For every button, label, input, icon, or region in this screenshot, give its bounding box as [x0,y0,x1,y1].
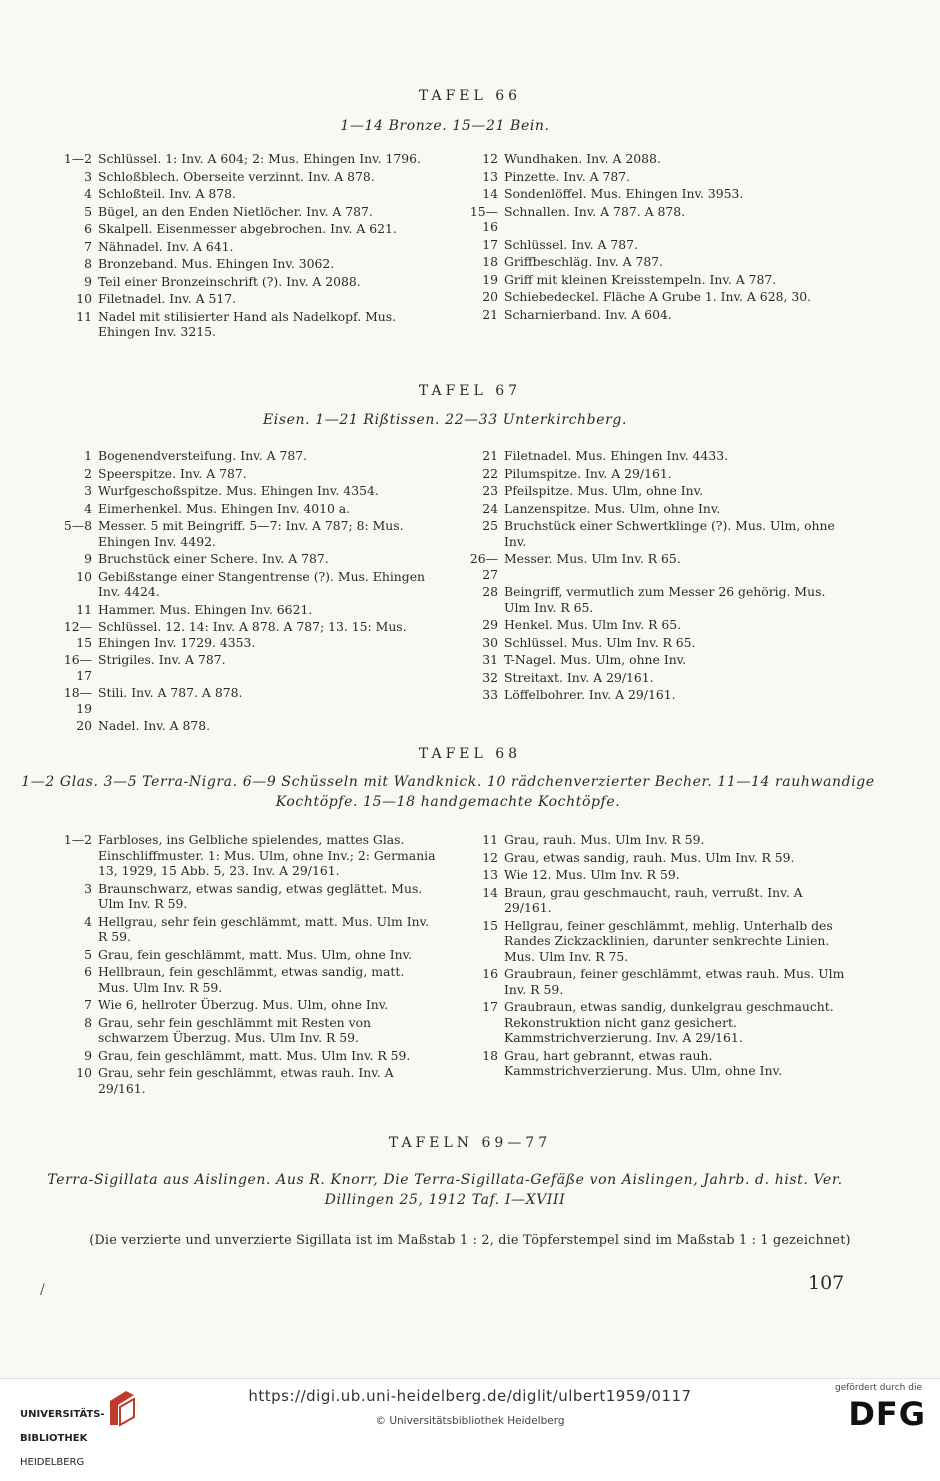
catalog-entry [56,602,436,618]
entry-number: 10 [76,1065,92,1080]
entry-text: Wundhaken. Inv. A 2088. [504,151,661,166]
entry-number: 9 [84,1047,92,1063]
entry-number: 32 [482,669,498,685]
entry-number: 2 [84,465,92,481]
entry-text: Hammer. Mus. Ehingen Inv. 6621. [98,601,313,617]
entry-text: Lanzenspitze. Mus. Ulm, ohne Inv. [504,500,721,516]
copyright-notice: © Universitätsbibliothek Heidelberg [375,1415,565,1427]
entry-text: Schlüssel. Inv. A 787. [504,236,638,252]
entry-number: 11 [76,601,92,617]
entry-number: 20 [76,718,92,733]
permalink-url[interactable]: https://digi.ub.uni-heidelberg.de/diglit/ulbert1959/0117 [248,1387,692,1405]
entry-text: Filetnadel. Mus. Ehingen Inv. 4433. [504,448,729,463]
entry-number: 1 [84,448,92,463]
tafel-66-left-list [56,151,436,342]
entry-number: 23 [482,483,498,498]
entry-text: Braunschwarz, etwas sandig, etwas geglättet. Mus. Ulm Inv. R 59. [98,880,423,911]
entry-text: Grau, etwas sandig, rauh. Mus. Ulm Inv. R 59. [504,849,795,865]
tafel-67-heading: TAFEL 67 [418,383,522,399]
entry-number: 12 [482,151,498,166]
catalog-entry [56,169,436,185]
catalog-entry [56,186,436,202]
tafel-67-subtitle: Eisen. 1—21 Rißtissen. 22—33 Unterkirchberg. [262,412,628,428]
entry-text: Grau, rauh. Mus. Ulm Inv. R 59. [504,832,705,847]
entry-number: 12—15 [63,619,92,650]
catalog-entry [56,221,436,237]
entry-number: 10 [76,568,92,584]
catalog-entry [56,204,436,220]
catalog-entry [56,239,436,255]
library-name [20,1397,105,1481]
entry-number: 3 [84,483,92,498]
entry-text: Streitaxt. Inv. A 29/161. [504,669,654,685]
entry-text: Nadel mit stilisierter Hand als Nadelkopf. Mus. Ehingen Inv. 3215. [98,308,397,339]
entry-text: Pinzette. Inv. A 787. [504,168,631,184]
entry-text: Grau, sehr fein geschlämmt, etwas rauh. Inv. A 29/161. [98,1065,394,1096]
entry-number: 14 [482,186,498,201]
entry-text: Stili. Inv. A 787. A 878. [98,685,243,700]
entry-number: 13 [482,168,498,184]
entry-number: 17 [482,236,498,252]
entry-text: Nadel. Inv. A 878. [98,718,211,733]
entry-number: 7 [84,238,92,254]
catalog-entry [462,518,852,549]
entry-text: Hellgrau, sehr fein geschlämmt, matt. Mus. Ulm Inv. R 59. [98,913,430,944]
catalog-entry [56,1048,436,1064]
entry-number: 1—2 [63,151,92,166]
tafel-68-heading: TAFEL 68 [418,746,522,762]
funded-label: gefördert durch die [835,1383,922,1393]
entry-number: 18 [482,1047,498,1063]
entry-number: 17 [482,999,498,1014]
entry-text: Wie 6, hellroter Überzug. Mus. Ulm, ohne Inv. [98,997,389,1012]
catalog-entry [56,448,436,464]
entry-text: Wie 12. Mus. Ulm Inv. R 59. [504,867,680,882]
entry-text: Beingriff, vermutlich zum Messer 26 gehörig. Mus. Ulm Inv. R 65. [504,584,826,615]
entry-number: 24 [482,500,498,516]
catalog-entry [56,291,436,307]
entry-number: 29 [482,617,498,632]
tafeln-69-77-heading: TAFELN 69—77 [388,1135,552,1151]
catalog-entry [462,966,852,997]
catalog-entry [462,999,852,1046]
tafel-66-heading: TAFEL 66 [418,88,522,104]
entry-text: Nähnadel. Inv. A 641. [98,238,234,254]
entry-number: 9 [84,273,92,289]
catalog-entry [462,687,852,703]
entry-number: 8 [84,1014,92,1030]
catalog-entry [56,964,436,995]
entry-text: Schloßteil. Inv. A 878. [98,186,236,201]
entry-text: Grau, fein geschlämmt, matt. Mus. Ulm Inv. R 59. [98,1047,411,1063]
entry-number: 4 [84,500,92,516]
tafel-66-subtitle: 1—14 Bronze. 15—21 Bein. [340,118,550,134]
catalog-entry [462,448,852,464]
entry-number: 13 [482,867,498,882]
entry-number: 28 [482,584,498,599]
entry-number: 22 [482,465,498,481]
catalog-entry [462,918,852,965]
catalog-entry [462,254,852,270]
entry-text: Hellgrau, feiner geschlämmt, mehlig. Unterhalb des Randes Zickzacklinien, darunter senkrechte Linien. Mus. Ulm Inv. R 75. [504,917,833,964]
tafel-67-left-list [56,448,436,736]
tafel-68-left-list [56,832,436,1098]
entry-number: 25 [482,518,498,533]
catalog-entry [56,309,436,340]
catalog-entry [56,881,436,912]
entry-number: 16—17 [63,652,92,683]
catalog-entry [462,850,852,866]
entry-text: Pilumspitze. Inv. A 29/161. [504,465,672,481]
catalog-entry [462,885,852,916]
entry-text: Graubraun, feiner geschlämmt, etwas rauh. Mus. Ulm Inv. R 59. [504,966,845,997]
entry-text: Grau, hart gebrannt, etwas rauh. Kammstrichverzierung. Mus. Ulm, ohne Inv. [504,1047,783,1078]
catalog-entry [462,186,852,202]
entry-number: 33 [482,687,498,702]
entry-text: Scharnierband. Inv. A 604. [504,306,672,322]
entry-text: Löffelbohrer. Inv. A 29/161. [504,687,676,702]
entry-number: 5 [84,203,92,219]
tafel-66-right-list [462,151,852,324]
catalog-entry [462,483,852,499]
catalog-entry [56,652,436,683]
entry-text: Bruchstück einer Schwertklinge (?). Mus. Ulm, ohne Inv. [504,518,835,549]
catalog-entry [56,832,436,879]
entry-number: 15—16 [469,203,498,234]
catalog-entry [56,151,436,167]
tafel-68-right-list [462,832,852,1081]
entry-number: 3 [84,880,92,896]
entry-text: Strigiles. Inv. A 787. [98,652,226,667]
catalog-entry [56,1065,436,1096]
entry-number: 12 [482,849,498,865]
catalog-entry [56,483,436,499]
catalog-entry [56,518,436,549]
catalog-entry [462,1048,852,1079]
library-line-2: BIBLIOTHEK [20,1433,88,1444]
tafel-67-right-list [462,448,852,705]
entry-number: 30 [482,634,498,650]
entry-text: Bruchstück einer Schere. Inv. A 787. [98,551,329,566]
entry-text: Bronzeband. Mus. Ehingen Inv. 3062. [98,256,335,271]
catalog-entry [462,307,852,323]
catalog-entry [462,204,852,235]
catalog-entry [56,718,436,734]
entry-text: Wurfgeschoßspitze. Mus. Ehingen Inv. 4354. [98,483,379,498]
entry-text: Speerspitze. Inv. A 787. [98,465,247,481]
catalog-entry [462,652,852,668]
entry-number: 21 [482,306,498,322]
catalog-entry [56,256,436,272]
entry-text: Messer. 5 mit Beingriff. 5—7: Inv. A 787; 8: Mus. Ehingen Inv. 4492. [98,518,404,549]
catalog-entry [462,289,852,305]
entry-number: 11 [482,832,498,847]
tafel-68-subtitle: 1—2 Glas. 3—5 Terra-Nigra. 6—9 Schüsseln mit Wandknick. 10 rädchenverzierter Becher. 11—14 rauhwandige Kochtöpfe. 15—18 handgemachte Kochtöpfe. [21,774,875,810]
entry-number: 1—2 [63,832,92,847]
entry-number: 6 [84,964,92,979]
entry-number: 5 [84,946,92,962]
catalog-entry [462,635,852,651]
entry-text: Teil einer Bronzeinschrift (?). Inv. A 2088. [98,273,361,289]
catalog-entry [56,914,436,945]
entry-text: Schlüssel. Mus. Ulm Inv. R 65. [504,634,696,650]
entry-number: 7 [84,997,92,1012]
scan-mark: / [40,1282,45,1298]
entry-number: 8 [84,256,92,271]
entry-text: Schiebedeckel. Fläche A Grube 1. Inv. A 628, 30. [504,289,812,304]
entry-number: 9 [84,551,92,566]
entry-text: Schnallen. Inv. A 787. A 878. [504,203,686,219]
entry-text: Messer. Mus. Ulm Inv. R 65. [504,551,681,566]
library-line-3: HEIDELBERG [20,1457,85,1468]
catalog-entry [56,466,436,482]
entry-text: Grau, sehr fein geschlämmt mit Resten von schwarzem Überzug. Mus. Ulm Inv. R 59. [98,1014,372,1045]
entry-text: Sondenlöffel. Mus. Ehingen Inv. 3953. [504,186,744,201]
catalog-entry [56,1015,436,1046]
catalog-entry [462,272,852,288]
entry-number: 15 [482,917,498,933]
entry-text: Schloßblech. Oberseite verzinnt. Inv. A 878. [98,168,375,184]
entry-number: 4 [84,186,92,201]
entry-number: 6 [84,221,92,236]
catalog-entry [56,619,436,650]
entry-text: Gebißstange einer Stangentrense (?). Mus. Ehingen Inv. 4424. [98,568,426,599]
catalog-entry [56,997,436,1013]
catalog-entry [56,685,436,716]
entry-text: T-Nagel. Mus. Ulm, ohne Inv. [504,652,687,667]
entry-text: Braun, grau geschmaucht, rauh, verrußt. Inv. A 29/161. [504,884,803,915]
entry-text: Griffbeschläg. Inv. A 787. [504,254,664,269]
catalog-entry [462,867,852,883]
catalog-entry [462,151,852,167]
entry-number: 31 [482,652,498,667]
catalog-entry [462,466,852,482]
catalog-entry [462,584,852,615]
entry-number: 18—19 [63,685,92,716]
entry-text: Schlüssel. 1: Inv. A 604; 2: Mus. Ehingen Inv. 1796. [98,151,421,166]
entry-text: Henkel. Mus. Ulm Inv. R 65. [504,617,682,632]
entry-text: Griff mit kleinen Kreisstempeln. Inv. A 787. [504,271,777,287]
entry-number: 19 [482,271,498,287]
dfg-logo[interactable]: DFG [848,1395,926,1433]
viewer-footer [0,1378,940,1468]
catalog-entry [462,237,852,253]
entry-number: 26—27 [469,551,498,582]
entry-number: 14 [482,884,498,900]
entry-text: Farbloses, ins Gelbliche spielendes, mattes Glas. Einschliffmuster. 1: Mus. Ulm, ohne Inv.; 2: Germania 13, 1929, 15 Abb. 5, 23. Inv. A 29/161. [98,832,436,878]
entry-number: 21 [482,448,498,463]
entry-text: Eimerhenkel. Mus. Ehingen Inv. 4010 a. [98,500,351,516]
entry-number: 5—8 [63,518,92,533]
entry-number: 20 [482,289,498,304]
catalog-entry [462,670,852,686]
library-line-1: UNIVERSITÄTS- [20,1409,105,1420]
catalog-entry [56,501,436,517]
entry-number: 11 [76,308,92,324]
catalog-entry [56,551,436,567]
tafeln-69-77-subtitle: Terra-Sigillata aus Aislingen. Aus R. Knorr, Die Terra-Sigillata-Gefäße von Aislingen, Jahrb. d. hist. Ver. Dillingen 25, 1912 Taf. I—XVIII [47,1172,843,1208]
catalog-entry [462,617,852,633]
entry-text: Filetnadel. Inv. A 517. [98,291,237,306]
entry-text: Hellbraun, fein geschlämmt, etwas sandig, matt. Mus. Ulm Inv. R 59. [98,964,405,995]
entry-text: Bogenendversteifung. Inv. A 787. [98,448,308,463]
catalog-entry [462,169,852,185]
entry-number: 4 [84,913,92,929]
entry-text: Graubraun, etwas sandig, dunkelgrau geschmaucht. Rekonstruktion nicht ganz gesichert. Kammstrichverzierung. Inv. A 29/161. [504,999,834,1045]
catalog-entry [462,501,852,517]
catalog-entry [462,832,852,848]
page-number: 107 [808,1272,845,1294]
entry-text: Schlüssel. 12. 14: Inv. A 878. A 787; 13. 15: Mus. Ehingen Inv. 1729. 4353. [98,619,407,650]
catalog-entry [56,947,436,963]
catalog-entry [56,569,436,600]
entry-text: Grau, fein geschlämmt, matt. Mus. Ulm, ohne Inv. [98,946,413,962]
entry-number: 16 [482,966,498,981]
scale-note: (Die verzierte und unverzierte Sigillata ist im Maßstab 1 : 2, die Töpferstempel sind im Maßstab 1 : 1 gezeichnet) [89,1233,851,1248]
entry-number: 18 [482,254,498,269]
entry-number: 10 [76,291,92,306]
entry-text: Skalpell. Eisenmesser abgebrochen. Inv. A 621. [98,221,397,236]
entry-text: Bügel, an den Enden Nietlöcher. Inv. A 787. [98,203,373,219]
entry-number: 3 [84,168,92,184]
catalog-entry [56,274,436,290]
entry-text: Pfeilspitze. Mus. Ulm, ohne Inv. [504,483,704,498]
catalog-entry [462,551,852,582]
